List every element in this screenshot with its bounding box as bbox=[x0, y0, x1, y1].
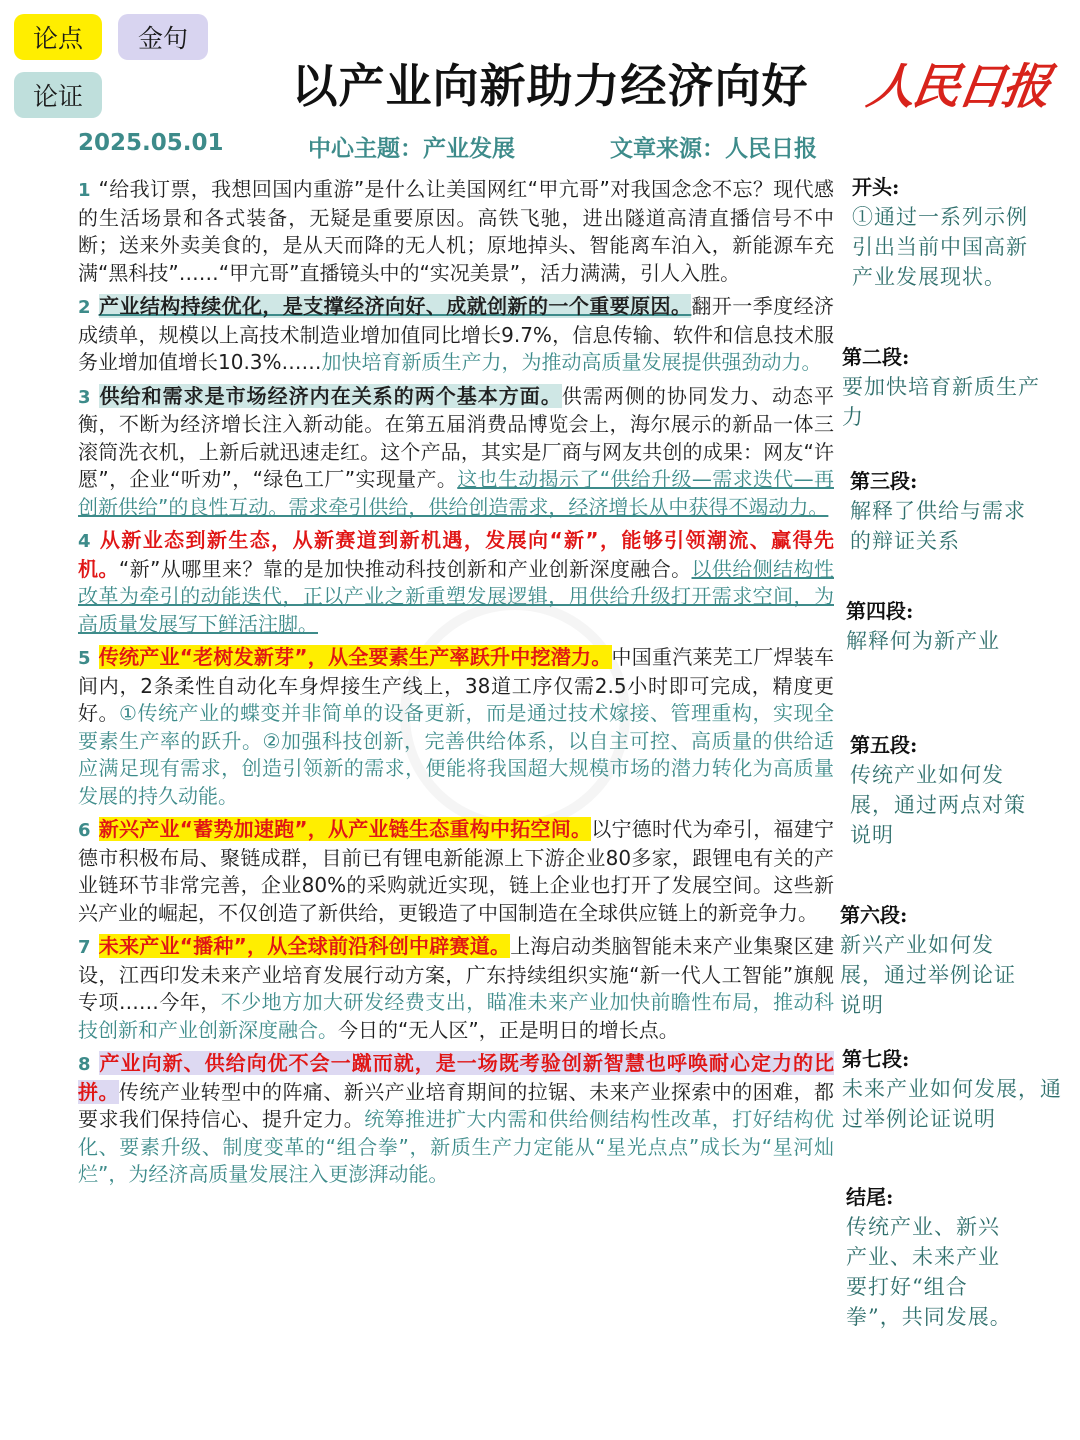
note-heading: 第三段: bbox=[850, 469, 918, 493]
argument-sentence: 新兴产业“蓄势加速跑”，从产业链生态重构中拓空间。 bbox=[98, 817, 592, 841]
argument-sentence: 未来产业“播种”，从全球前沿科创中辟赛道。 bbox=[98, 934, 511, 958]
note-body: ①通过一系列示例引出当前中国高新产业发展现状。 bbox=[852, 205, 1028, 289]
paragraph-number: 1 bbox=[78, 180, 91, 201]
note-body: 传统产业、新兴产业、未来产业要打好“组合拳”，共同发展。 bbox=[846, 1215, 1012, 1329]
argumentation-text: ①传统产业的蝶变并非简单的设备更新，而是通过技术嫁接、管理重构，实现全要素生产率的跃升。②加强科技创新，完善供给体系，以自主可控、高质量的供给适应满足现有需求，创造引领新的需求，便能将我国超大规模市场的潜力转化为高质量发展的持久动能。 bbox=[78, 701, 835, 808]
paragraph-text: “给我订票，我想回国内重游”是什么让美国网红“甲亢哥”对我国念念不忘？现代感的生活场景和各式装备，无疑是重要原因。高铁飞驰，进出隧道高清直播信号不中断；送来外卖美食的，是从天而降的无人机；原地掉头、智能离车泊入，新能源车充满“黑科技”……“甲亢哥”直播镜头中的“实况美景”，活力满满，引人入胜。 bbox=[78, 177, 834, 285]
note-body: 传统产业如何发展，通过两点对策说明 bbox=[850, 763, 1026, 847]
argumentation-text: 这也生动揭示了“供给升级—需求迭代—再创新供给”的良性互动。需求牵引供给，供给创造需求，经济增长从中获得不竭动力。 bbox=[78, 467, 834, 519]
paragraph-7 bbox=[78, 933, 834, 1044]
paragraph-number: 4 bbox=[78, 531, 91, 552]
note-paragraph-3 bbox=[850, 466, 1040, 556]
paragraph-text: 上海启动类脑智能未来产业集聚区建设，江西印发未来产业培育发展行动方案，广东持续组织实施“新一代人工智能”旗舰专项……今年， bbox=[78, 934, 834, 1014]
note-ending bbox=[846, 1182, 1016, 1332]
note-body: 解释了供给与需求的辩证关系 bbox=[850, 499, 1026, 553]
golden-sentence: 从新业态到新生态，从新赛道到新机遇，发展向“新”，能够引领潮流、赢得先机。 bbox=[78, 528, 834, 581]
paragraph-2 bbox=[78, 293, 834, 377]
article-body bbox=[78, 176, 834, 1189]
argumentation-text: 加快培育新质生产力，为推动高质量发展提供强劲动力。 bbox=[321, 350, 822, 374]
note-body: 新兴产业如何发展，通过举例论证说明 bbox=[840, 933, 1016, 1017]
argument-sentence: 供给和需求是市场经济内在关系的两个基本方面。 bbox=[98, 383, 562, 408]
article-title: 以产业向新助力经济向好 bbox=[291, 59, 809, 113]
tag-lundian: 论点 bbox=[14, 14, 102, 60]
peoples-daily-logo: 人民日报 bbox=[863, 59, 1052, 115]
note-opening bbox=[852, 172, 1032, 292]
paragraph-number: 8 bbox=[78, 1054, 91, 1075]
meta-theme: 中心主题：产业发展 bbox=[308, 136, 515, 162]
paragraph-number: 7 bbox=[78, 937, 91, 958]
argument-sentence: 产业结构持续优化，是支撑经济向好、成就创新的一个重要原因。 bbox=[98, 294, 692, 318]
note-heading: 第六段: bbox=[840, 903, 908, 927]
paragraph-number: 2 bbox=[78, 297, 91, 318]
paragraph-number: 6 bbox=[78, 820, 91, 841]
paragraph-text: 供需两侧的协同发力、动态平衡，不断为经济增长注入新动能。在第五届消费品博览会上，海尔展示的新品一体三滚筒洗衣机，上新后就迅速走红。这个产品，其实是厂商与网友共创的成果：网友“许愿”，企业“听劝”，“绿色工厂”实现量产。 bbox=[78, 383, 835, 491]
paragraph-1 bbox=[78, 176, 834, 287]
paragraph-text: “新”从哪里来？靠的是加快推动科技创新和产业创新深度融合。 bbox=[118, 556, 692, 581]
note-paragraph-5 bbox=[850, 730, 1040, 850]
paragraph-6 bbox=[78, 816, 834, 927]
argumentation-text: 以供给侧结构性改革为牵引的动能迭代，正以产业之新重塑发展逻辑，用供给升级打开需求空间，为高质量发展写下鲜活注脚。 bbox=[78, 556, 834, 636]
argument-sentence: 传统产业“老树发新芽”，从全要素生产率跃升中挖潜力。 bbox=[98, 645, 612, 669]
note-body: 未来产业如何发展，通过举例论证说明 bbox=[842, 1077, 1062, 1131]
note-paragraph-7 bbox=[842, 1044, 1070, 1134]
tag-lunzheng: 论证 bbox=[14, 72, 102, 118]
paragraph-number: 3 bbox=[78, 386, 91, 408]
paragraph-number: 5 bbox=[78, 648, 91, 669]
note-heading: 开头: bbox=[852, 175, 900, 199]
note-heading: 第四段: bbox=[846, 599, 914, 623]
paragraph-text: 今日的“无人区”，正是明日的增长点。 bbox=[338, 1017, 679, 1042]
argumentation-text: 统筹推进扩大内需和供给侧结构性改革，打好结构优化、要素升级、制度变革的“组合拳”，新质生产力定能从“星光点点”成长为“星河灿烂”，为经济高质量发展注入更澎湃动能。 bbox=[78, 1107, 835, 1186]
paragraph-3 bbox=[78, 383, 834, 522]
paragraph-5 bbox=[78, 644, 834, 810]
tag-jinju: 金句 bbox=[118, 14, 208, 60]
meta-date: 2025.05.01 bbox=[78, 130, 224, 156]
paragraph-text: 传统产业转型中的阵痛、新兴产业培育期间的拉锯、未来产业探索中的困难，都要求我们保持信心、提升定力。 bbox=[78, 1079, 835, 1131]
paragraph-8 bbox=[78, 1050, 834, 1189]
meta-bar bbox=[78, 130, 878, 162]
paragraph-text: 中国重汽莱芜工厂焊装车间内，2条柔性自动化车身焊接生产线上，38道工序仅需2.5小时即可完成，精度更好。 bbox=[78, 645, 834, 725]
meta-source: 文章来源：人民日报 bbox=[610, 136, 817, 162]
paragraph-text: 以宁德时代为牵引，福建宁德市积极布局、聚链成群，目前已有锂电新能源上下游企业80多家，跟锂电有关的产业链环节非常完善，企业80%的采购就近实现，链上企业也打开了发展空间。这些新兴产业的崛起，不仅创造了新供给，更锻造了中国制造在全球供应链上的新竞争力。 bbox=[78, 817, 834, 925]
paragraph-4 bbox=[78, 527, 834, 638]
note-heading: 结尾: bbox=[846, 1185, 894, 1209]
note-body: 要加快培育新质生产力 bbox=[842, 375, 1040, 429]
argumentation-text: 不少地方加大研发经费支出，瞄准未来产业加快前瞻性布局，推动科技创新和产业创新深度融合。 bbox=[78, 990, 835, 1042]
note-heading: 第二段: bbox=[842, 345, 910, 369]
note-heading: 第七段: bbox=[842, 1047, 910, 1071]
note-heading: 第五段: bbox=[850, 733, 918, 757]
paragraph-text: 翻开一季度经济成绩单，规模以上高技术制造业增加值同比增长9.7%，信息传输、软件和信息技术服务业增加值增长10.3%…… bbox=[78, 294, 834, 374]
note-paragraph-2 bbox=[842, 342, 1054, 432]
note-paragraph-4 bbox=[846, 596, 1006, 656]
golden-sentence: 产业向新、供给向优不会一蹴而就，是一场既考验创新智慧也呼唤耐心定力的比拼。 bbox=[78, 1051, 834, 1104]
note-body: 解释何为新产业 bbox=[846, 629, 1000, 653]
note-paragraph-6 bbox=[840, 900, 1030, 1020]
